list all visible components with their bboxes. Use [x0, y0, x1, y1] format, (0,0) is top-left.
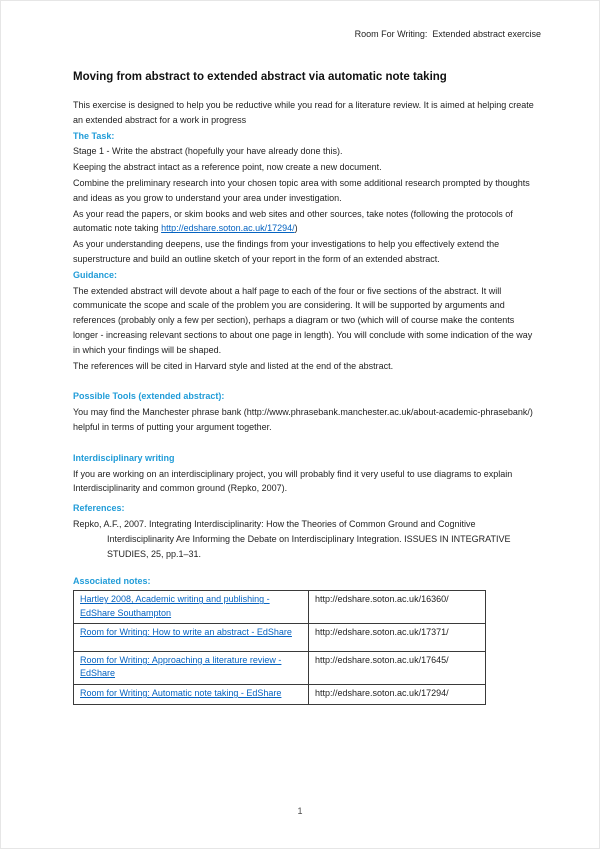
table-row	[74, 651, 486, 684]
reference-entry-repko: Repko, A.F., 2007. Integrating Interdisciplinarity: How the Theories of Common Ground and Cognitive Interdisciplinarity Are Informing the Debate on Interdisciplinary Integration. ISSUES IN INTEGRATIVE STUDIES, 25, pp.1–31.	[73, 518, 511, 559]
page-number: 1	[297, 806, 303, 816]
guidance-paragraph: The extended abstract will devote about a half page to each of the four or five sections of the abstract. It will communicate the scope and scale of the problem you are considering. It will be supported by arguments and references (probably only a few per section), perhaps a diagram or two (which will of course make the contents longer - increasing relevant sections to about one page in length). You will conclude with some indication of the way in which your findings will be shaped.	[73, 285, 535, 355]
task-notes-text: As your read the papers, or skim books and web sites and other sources, take notes (following the protocols of automatic note taking	[73, 208, 516, 234]
task-keep-abstract-paragraph: Keeping the abstract intact as a reference point, now create a new document.	[73, 162, 382, 173]
document-content	[73, 1, 541, 705]
guidance-heading: Guidance:	[73, 269, 118, 280]
edshare-note-taking-link[interactable]: http://edshare.soton.ac.uk/17294/	[161, 223, 295, 234]
table-row	[74, 591, 486, 624]
task-deepens-paragraph: As your understanding deepens, use the findings from your investigations to help you effectively extend the superstructure and build an outline sketch of your report in the form of an extended abstract.	[73, 239, 502, 264]
note-title-cell	[74, 651, 309, 684]
section-spacer	[73, 436, 541, 451]
note-title-cell	[74, 591, 309, 624]
task-combine-paragraph: Combine the preliminary research into your chosen topic area with some additional research prompted by thoughts and ideas as you grow to understand your area under investigation.	[73, 177, 533, 203]
intro-paragraph: This exercise is designed to help you be reductive while you read for a literature review. It is aimed at helping create an extended abstract for a work in progress	[73, 100, 537, 125]
note-title-cell	[74, 685, 309, 705]
possible-tools-heading: Possible Tools (extended abstract):	[73, 391, 225, 402]
interdisciplinary-heading: Interdisciplinary writing	[73, 452, 175, 463]
note-url-cell	[309, 624, 486, 652]
note-url: http://edshare.soton.ac.uk/17371/	[315, 627, 449, 638]
note-url-cell	[309, 651, 486, 684]
note-link-write-abstract[interactable]: Room for Writing: How to write an abstract - EdShare	[80, 627, 292, 638]
note-link-hartley-2008[interactable]: Hartley 2008, Academic writing and publishing - EdShare Southampton	[80, 594, 270, 618]
associated-notes-table	[73, 590, 486, 705]
note-title-cell	[74, 624, 309, 652]
task-heading: The Task:	[73, 130, 115, 141]
note-link-automatic-note-taking[interactable]: Room for Writing: Automatic note taking - EdShare	[80, 688, 282, 699]
references-heading: References:	[73, 503, 125, 514]
possible-tools-paragraph: You may find the Manchester phrase bank (http://www.phrasebank.manchester.ac.uk/about-academic-phrasebank/) helpful in terms of putting your argument together.	[73, 407, 538, 432]
table-row	[74, 685, 486, 705]
note-url: http://edshare.soton.ac.uk/16360/	[315, 594, 449, 605]
section-spacer	[73, 374, 541, 389]
section-spacer	[73, 562, 541, 574]
note-url-cell	[309, 685, 486, 705]
running-header: Room For Writing: Extended abstract exercise	[354, 29, 541, 39]
interdisciplinary-paragraph: If you are working on an interdisciplinary project, you will probably find it very useful to use diagrams to explain Interdisciplinarity and common ground (Repko, 2007).	[73, 468, 515, 494]
table-row	[74, 624, 486, 652]
note-url-cell	[309, 591, 486, 624]
note-url: http://edshare.soton.ac.uk/17294/	[315, 688, 449, 699]
guidance-references-note: The references will be cited in Harvard style and listed at the end of the abstract.	[73, 360, 394, 371]
task-notes-paragraph	[73, 207, 541, 237]
note-url: http://edshare.soton.ac.uk/17645/	[315, 654, 449, 665]
document-title: Moving from abstract to extended abstract via automatic note taking	[73, 71, 447, 83]
task-notes-suffix: )	[294, 223, 298, 234]
task-stage1-paragraph: Stage 1 - Write the abstract (hopefully your have already done this).	[73, 146, 343, 157]
note-link-literature-review[interactable]: Room for Writing: Approaching a literature review - EdShare	[80, 654, 282, 679]
associated-notes-heading: Associated notes:	[73, 576, 151, 587]
